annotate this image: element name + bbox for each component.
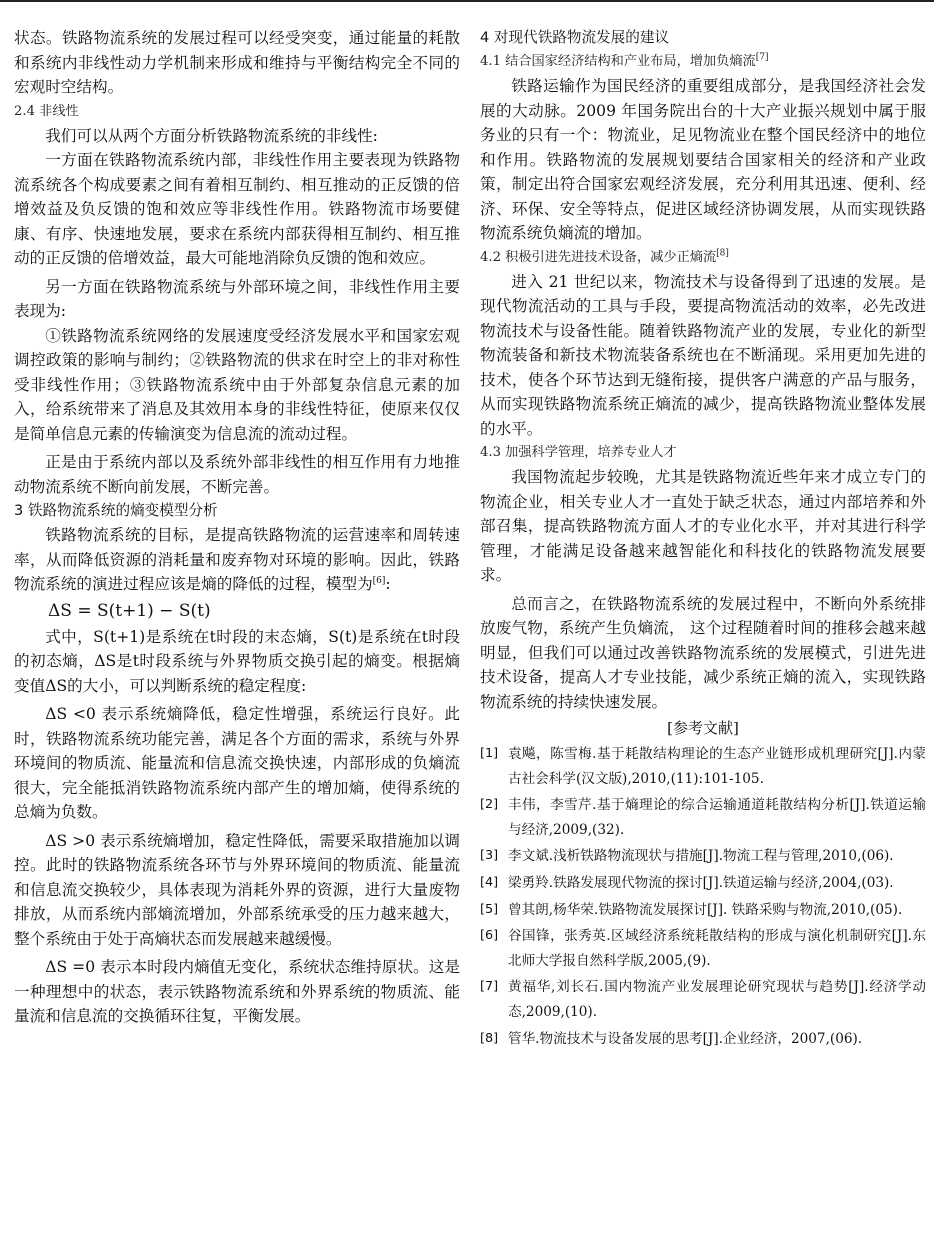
reference-item xyxy=(480,793,926,842)
entropy-formula: ΔS = S(t+1) − S(t) xyxy=(48,600,211,621)
references-list xyxy=(480,742,926,1051)
heading-text: 4.1 结合国家经济结构和产业布局，增加负熵流 xyxy=(480,54,756,69)
paragraph: 铁路运输作为国民经济的重要组成部分，是我国经济社会发展的大动脉。2009 年国务院出台的十大产业振兴规划中属于服务业的只有一个：物流业，足见物流业在整个国民经济中的地位和作用。铁路物流的发展规划要结合国家相关的经济和产业政策，制定出符合国家宏观经济发展，充分利用其迅速、便利、经济、环保、安全等特点，促进区域经济协调发展，从而实现铁路物流系统负熵流的增加。 xyxy=(480,77,926,242)
reference-item xyxy=(480,924,926,973)
citation: [7] xyxy=(755,52,769,63)
reference-text: 黄福华,刘长石.国内物流产业发展理论研究现状与趋势[J].经济学动态,2009,(10). xyxy=(508,979,926,1020)
reference-text: 李文斌.浅析铁路物流现状与措施[J].物流工程与管理,2010,(06). xyxy=(508,848,894,865)
paragraph: ΔS >0 表示系统熵增加，稳定性降低，需要采取措施加以调控。此时的铁路物流系统各环节与外界环境间的物质流、能量流和信息流交换较少，具体表现为消耗外界的资源，进行大量废物排放，从而系统内部熵流增加，外部系统承受的压力越来越大，整个系统由于处于高熵状态而发展越来越缓慢。 xyxy=(14,831,460,948)
paragraph: 状态。铁路物流系统的发展过程可以经受突变，通过能量的耗散和系统内非线性动力学机制来形成和维持与平衡结构完全不同的宏观时空结构。 xyxy=(14,29,460,96)
right-column xyxy=(480,26,926,1051)
paragraph: 我们可以从两个方面分析铁路物流系统的非线性: xyxy=(45,126,378,145)
paragraph-text: 铁路物流系统的目标，是提高铁路物流的运营速率和周转速率，从而降低资源的消耗量和废弃物对环境的影响。因此，铁路物流系统的演进过程应该是熵的降低的过程，模型为 xyxy=(14,526,460,593)
reference-index: [6] xyxy=(480,928,499,944)
citation: [6] xyxy=(372,575,386,586)
heading-text: 4.2 积极引进先进技术设备，减少正熵流 xyxy=(480,249,717,265)
reference-item xyxy=(480,898,926,923)
section-heading-4-2 xyxy=(480,246,926,270)
reference-index: [5] xyxy=(480,901,499,917)
reference-index: [3] xyxy=(480,848,499,864)
section-heading-3: 3 铁路物流系统的熵变模型分析 xyxy=(14,502,218,519)
reference-index: [2] xyxy=(480,797,499,813)
reference-item xyxy=(480,1027,926,1052)
paragraph: 一方面在铁路物流系统内部，非线性作用主要表现为铁路物流系统各个构成要素之间有着相互制约、相互推动的正反馈的倍增效益及负反馈的饱和效应等非线性作用。铁路物流市场要健康、有序、快速地发展，要求在系统内部获得相互制约、相互推动的正反馈的倍增效益，最大可能地消除负反馈的饱和效应。 xyxy=(14,151,460,267)
paragraph: 我国物流起步较晚，尤其是铁路物流近些年来才成立专门的物流企业，相关专业人才一直处于缺乏状态，通过内部培养和外部召集，提高铁路物流方面人才的专业化水平，并对其进行科学管理，才能满足设备越来越智能化和科技化的铁路物流发展要求。 xyxy=(480,468,926,584)
paragraph: 进入 21 世纪以来，物流技术与设备得到了迅速的发展。是现代物流活动的工具与手段，要提高物流活动的效率，必先改进物流技术与设备性能。随着铁路物流产业的发展，专业化的新型物流装备和新技术物流装备系统也在不断涌现。采用更加先进的技术，使各个环节达到无缝衔接，提供客户满意的产品与服务，从而实现铁路物流系统正熵流的减少，提高铁路物流业整体发展的水平。 xyxy=(480,272,926,438)
paragraph: 式中，S(t+1)是系统在t时段的末态熵，S(t)是系统在t时段的初态熵，ΔS是t时段系统与外界物质交换引起的熵变。根据熵变值ΔS的大小，可以判断系统的稳定程度: xyxy=(14,627,460,695)
paragraph: ①铁路物流系统网络的发展速度受经济发展水平和国家宏观调控政策的影响与制约；②铁路物流的供求在时空上的非对称性受非线性作用；③铁路物流系统中由于外部复杂信息元素的加入，给系统带来了消息及其效用本身的非线性特征，使原来仅仅是简单信息元素的传输演变为信息流的流动过程。 xyxy=(14,326,460,443)
reference-index: [1] xyxy=(480,746,499,761)
reference-text: 曾其朗,杨华荣.铁路物流发展探讨[J]. 铁路采购与物流,2010,(05). xyxy=(508,901,903,918)
reference-text: 丰伟，李雪芹.基于熵理论的综合运输通道耗散结构分析[J].铁道运输与经济,2009,(32). xyxy=(508,797,926,838)
reference-item xyxy=(480,975,926,1024)
section-heading-2-4: 2.4 非线性 xyxy=(14,103,79,119)
paragraph: 总而言之，在铁路物流系统的发展过程中，不断向外系统排放废气物，系统产生负熵流， 这个过程随着时间的推移会越来越明显，但我们可以通过改善铁路物流系统的发展模式，引进先进技术设备，提高人才专业技能，减少系统正熵的流入，实现铁路物流系统的持续快速发展。 xyxy=(480,594,926,711)
reference-item xyxy=(480,742,926,791)
paragraph: 另一方面在铁路物流系统与外部环境之间，非线性作用主要表现为: xyxy=(14,277,460,320)
reference-text: 袁飚，陈雪梅.基于耗散结构理论的生态产业链形成机理研究[J].内蒙古社会科学(汉文版),2010,(11):101-105. xyxy=(508,746,926,787)
paragraph-text: : xyxy=(385,575,391,593)
left-column xyxy=(14,26,460,1029)
reference-text: 梁勇羚.铁路发展现代物流的探讨[J].铁道运输与经济,2004,(03). xyxy=(508,874,894,891)
paragraph: ΔS <0 表示系统熵降低，稳定性增强，系统运行良好。此时，铁路物流系统功能完善，满足各个方面的需求，系统与外界环境间的物质流、能量流和信息流交换快速，内部形成的负熵流很大，完全能抵消铁路物流系统内部产生的增加熵，使得系统的总熵为负数。 xyxy=(14,705,460,821)
reference-text: 管华.物流技术与设备发展的思考[J].企业经济，2007,(06). xyxy=(508,1030,863,1047)
reference-index: [4] xyxy=(480,874,499,890)
reference-item xyxy=(480,844,926,869)
references-title: [参考文献] xyxy=(667,719,739,737)
paragraph: 正是由于系统内部以及系统外部非线性的相互作用有力地推动物流系统不断向前发展，不断完善。 xyxy=(14,453,460,496)
reference-index: [8] xyxy=(480,1030,499,1046)
reference-index: [7] xyxy=(480,979,499,995)
reference-text: 谷国锋，张秀英.区域经济系统耗散结构的形成与演化机制研究[J].东北师大学报自然科学版,2005,(9). xyxy=(508,928,926,969)
section-heading-4: 4 对现代铁路物流发展的建议 xyxy=(480,29,670,46)
paragraph xyxy=(14,523,460,597)
paragraph: ΔS =0 表示本时段内熵值无变化，系统状态维持原状。这是一种理想中的状态，表示铁路物流系统和外界系统的物质流、能量流和信息流的交换循环往复，平衡发展。 xyxy=(14,958,460,1025)
top-rule xyxy=(0,0,934,2)
section-heading-4-3: 4.3 加强科学管理，培养专业人才 xyxy=(480,445,677,460)
citation: [8] xyxy=(716,248,729,259)
section-heading-4-1 xyxy=(480,50,926,74)
reference-item xyxy=(480,871,926,896)
